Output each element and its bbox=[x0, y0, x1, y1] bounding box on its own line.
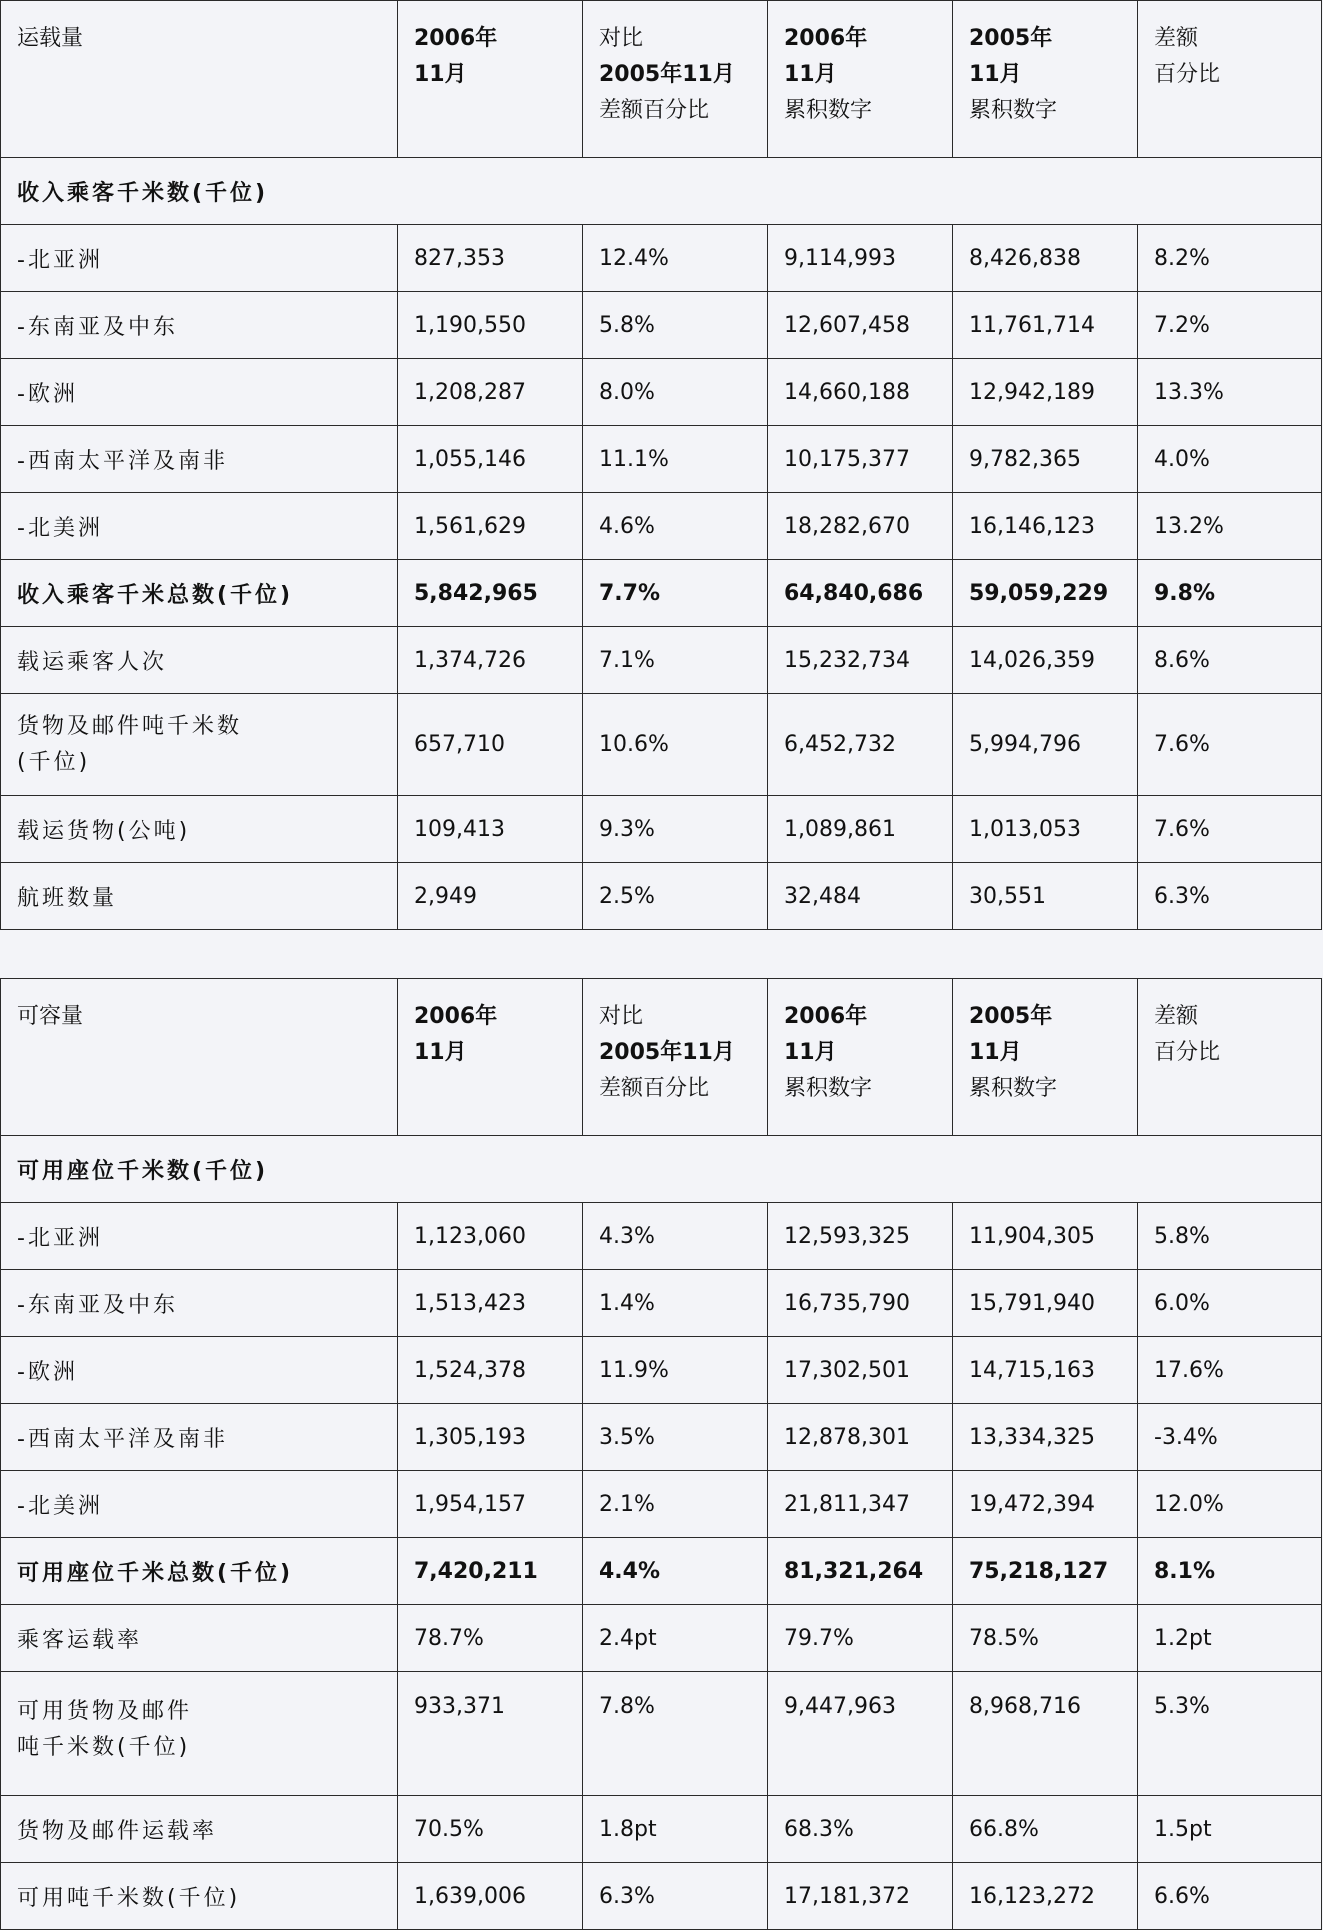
cell: 7.1% bbox=[583, 627, 768, 694]
cell: 1,524,378 bbox=[398, 1337, 583, 1404]
cell: 1,013,053 bbox=[953, 796, 1138, 863]
table-row bbox=[1, 292, 1322, 359]
row-label: 可用吨千米数(千位) bbox=[1, 1863, 398, 1930]
row-label: -西南太平洋及南非 bbox=[1, 426, 398, 493]
table-row bbox=[1, 1605, 1322, 1672]
cell: 16,146,123 bbox=[953, 493, 1138, 560]
total-row bbox=[1, 1538, 1322, 1605]
cell: 14,715,163 bbox=[953, 1337, 1138, 1404]
cell: 66.8% bbox=[953, 1796, 1138, 1863]
cell: 8.1% bbox=[1138, 1538, 1322, 1605]
row-label: 乘客运载率 bbox=[1, 1605, 398, 1672]
cell: 12.4% bbox=[583, 225, 768, 292]
cell: 9,114,993 bbox=[768, 225, 953, 292]
header-col-diff-percent: 差额 百分比 bbox=[1138, 1, 1322, 158]
header-col-2006-cumulative: 2006年 11月 累积数字 bbox=[768, 979, 953, 1136]
cell: 2.5% bbox=[583, 863, 768, 930]
cell: 12,607,458 bbox=[768, 292, 953, 359]
header-col-diff-percent: 差额 百分比 bbox=[1138, 979, 1322, 1136]
cell: 5.3% bbox=[1138, 1672, 1322, 1796]
header-col-2005-cumulative: 2005年 11月 累积数字 bbox=[953, 979, 1138, 1136]
cell: 79.7% bbox=[768, 1605, 953, 1672]
cell: 1,561,629 bbox=[398, 493, 583, 560]
section-title: 可用座位千米数(千位) bbox=[1, 1136, 1322, 1203]
cell: -3.4% bbox=[1138, 1404, 1322, 1471]
cell: 14,026,359 bbox=[953, 627, 1138, 694]
table-row bbox=[1, 796, 1322, 863]
cell: 8.0% bbox=[583, 359, 768, 426]
cell: 12,593,325 bbox=[768, 1203, 953, 1270]
table-header-row bbox=[1, 1, 1322, 158]
cell: 8,968,716 bbox=[953, 1672, 1138, 1796]
cell: 7.8% bbox=[583, 1672, 768, 1796]
row-label: 航班数量 bbox=[1, 863, 398, 930]
cell: 1,305,193 bbox=[398, 1404, 583, 1471]
cell: 6,452,732 bbox=[768, 694, 953, 796]
row-label: -北美洲 bbox=[1, 493, 398, 560]
cell: 17,302,501 bbox=[768, 1337, 953, 1404]
row-label: 可用座位千米总数(千位) bbox=[1, 1538, 398, 1605]
row-label: 货物及邮件运载率 bbox=[1, 1796, 398, 1863]
header-title: 运载量 bbox=[1, 1, 398, 158]
cell: 5,994,796 bbox=[953, 694, 1138, 796]
cell: 5.8% bbox=[583, 292, 768, 359]
cell: 30,551 bbox=[953, 863, 1138, 930]
cell: 5,842,965 bbox=[398, 560, 583, 627]
table-row bbox=[1, 359, 1322, 426]
table-row bbox=[1, 1203, 1322, 1270]
cell: 2,949 bbox=[398, 863, 583, 930]
table-row bbox=[1, 1863, 1322, 1930]
row-label: 载运乘客人次 bbox=[1, 627, 398, 694]
row-label: -东南亚及中东 bbox=[1, 292, 398, 359]
cell: 933,371 bbox=[398, 1672, 583, 1796]
table-row bbox=[1, 1471, 1322, 1538]
cell: 15,232,734 bbox=[768, 627, 953, 694]
cell: 4.4% bbox=[583, 1538, 768, 1605]
row-label: 货物及邮件吨千米数 (千位) bbox=[1, 694, 398, 796]
cell: 1,089,861 bbox=[768, 796, 953, 863]
cell: 7.6% bbox=[1138, 694, 1322, 796]
header-col-compare: 对比 2005年11月 差额百分比 bbox=[583, 1, 768, 158]
cell: 70.5% bbox=[398, 1796, 583, 1863]
cell: 75,218,127 bbox=[953, 1538, 1138, 1605]
cell: 1,123,060 bbox=[398, 1203, 583, 1270]
cell: 13.2% bbox=[1138, 493, 1322, 560]
cell: 12.0% bbox=[1138, 1471, 1322, 1538]
capacity-table bbox=[0, 978, 1322, 1930]
cell: 4.6% bbox=[583, 493, 768, 560]
cell: 1.4% bbox=[583, 1270, 768, 1337]
cell: 1.5pt bbox=[1138, 1796, 1322, 1863]
section-title: 收入乘客千米数(千位) bbox=[1, 158, 1322, 225]
table-header-row bbox=[1, 979, 1322, 1136]
cell: 1,190,550 bbox=[398, 292, 583, 359]
cell: 78.5% bbox=[953, 1605, 1138, 1672]
table-row bbox=[1, 863, 1322, 930]
table-row bbox=[1, 225, 1322, 292]
cell: 10.6% bbox=[583, 694, 768, 796]
cell: 6.6% bbox=[1138, 1863, 1322, 1930]
table-row bbox=[1, 493, 1322, 560]
row-label: -西南太平洋及南非 bbox=[1, 1404, 398, 1471]
table-row bbox=[1, 1404, 1322, 1471]
row-label: 可用货物及邮件 吨千米数(千位) bbox=[1, 1672, 398, 1796]
cell: 12,878,301 bbox=[768, 1404, 953, 1471]
row-label: -北美洲 bbox=[1, 1471, 398, 1538]
table-row bbox=[1, 1337, 1322, 1404]
section-row bbox=[1, 158, 1322, 225]
cell: 657,710 bbox=[398, 694, 583, 796]
cell: 14,660,188 bbox=[768, 359, 953, 426]
row-label: -北亚洲 bbox=[1, 225, 398, 292]
cell: 13,334,325 bbox=[953, 1404, 1138, 1471]
cell: 32,484 bbox=[768, 863, 953, 930]
table-row bbox=[1, 1796, 1322, 1863]
cell: 9.8% bbox=[1138, 560, 1322, 627]
cell: 6.0% bbox=[1138, 1270, 1322, 1337]
cell: 7.2% bbox=[1138, 292, 1322, 359]
total-row bbox=[1, 560, 1322, 627]
cell: 4.3% bbox=[583, 1203, 768, 1270]
table-row bbox=[1, 1270, 1322, 1337]
table-row bbox=[1, 627, 1322, 694]
row-label: 收入乘客千米总数(千位) bbox=[1, 560, 398, 627]
row-label: -欧洲 bbox=[1, 359, 398, 426]
traffic-table bbox=[0, 0, 1322, 930]
cell: 17,181,372 bbox=[768, 1863, 953, 1930]
cell: 6.3% bbox=[1138, 863, 1322, 930]
cell: 1,374,726 bbox=[398, 627, 583, 694]
cell: 16,735,790 bbox=[768, 1270, 953, 1337]
row-label: -东南亚及中东 bbox=[1, 1270, 398, 1337]
cell: 1,954,157 bbox=[398, 1471, 583, 1538]
row-label: -欧洲 bbox=[1, 1337, 398, 1404]
cell: 11,904,305 bbox=[953, 1203, 1138, 1270]
table-row bbox=[1, 426, 1322, 493]
cell: 13.3% bbox=[1138, 359, 1322, 426]
cell: 1,055,146 bbox=[398, 426, 583, 493]
cell: 3.5% bbox=[583, 1404, 768, 1471]
cell: 1.8pt bbox=[583, 1796, 768, 1863]
header-col-2006-nov: 2006年 11月 bbox=[398, 1, 583, 158]
cell: 7.7% bbox=[583, 560, 768, 627]
cell: 8.6% bbox=[1138, 627, 1322, 694]
cell: 2.1% bbox=[583, 1471, 768, 1538]
cell: 7.6% bbox=[1138, 796, 1322, 863]
cell: 11.1% bbox=[583, 426, 768, 493]
table-row bbox=[1, 1672, 1322, 1796]
header-col-2005-cumulative: 2005年 11月 累积数字 bbox=[953, 1, 1138, 158]
cell: 81,321,264 bbox=[768, 1538, 953, 1605]
cell: 7,420,211 bbox=[398, 1538, 583, 1605]
cell: 5.8% bbox=[1138, 1203, 1322, 1270]
cell: 19,472,394 bbox=[953, 1471, 1138, 1538]
cell: 18,282,670 bbox=[768, 493, 953, 560]
row-label: -北亚洲 bbox=[1, 1203, 398, 1270]
cell: 6.3% bbox=[583, 1863, 768, 1930]
header-col-2006-nov: 2006年 11月 bbox=[398, 979, 583, 1136]
cell: 68.3% bbox=[768, 1796, 953, 1863]
cell: 4.0% bbox=[1138, 426, 1322, 493]
header-col-compare: 对比 2005年11月 差额百分比 bbox=[583, 979, 768, 1136]
cell: 1,208,287 bbox=[398, 359, 583, 426]
cell: 17.6% bbox=[1138, 1337, 1322, 1404]
cell: 9.3% bbox=[583, 796, 768, 863]
cell: 78.7% bbox=[398, 1605, 583, 1672]
cell: 109,413 bbox=[398, 796, 583, 863]
header-col-2006-cumulative: 2006年 11月 累积数字 bbox=[768, 1, 953, 158]
cell: 11.9% bbox=[583, 1337, 768, 1404]
cell: 64,840,686 bbox=[768, 560, 953, 627]
header-title: 可容量 bbox=[1, 979, 398, 1136]
cell: 59,059,229 bbox=[953, 560, 1138, 627]
cell: 9,447,963 bbox=[768, 1672, 953, 1796]
cell: 11,761,714 bbox=[953, 292, 1138, 359]
cell: 16,123,272 bbox=[953, 1863, 1138, 1930]
cell: 12,942,189 bbox=[953, 359, 1138, 426]
cell: 15,791,940 bbox=[953, 1270, 1138, 1337]
cell: 1,639,006 bbox=[398, 1863, 583, 1930]
cell: 8,426,838 bbox=[953, 225, 1138, 292]
cell: 8.2% bbox=[1138, 225, 1322, 292]
cell: 2.4pt bbox=[583, 1605, 768, 1672]
section-row bbox=[1, 1136, 1322, 1203]
cell: 827,353 bbox=[398, 225, 583, 292]
cell: 21,811,347 bbox=[768, 1471, 953, 1538]
cell: 9,782,365 bbox=[953, 426, 1138, 493]
table-row bbox=[1, 694, 1322, 796]
row-label: 载运货物(公吨) bbox=[1, 796, 398, 863]
cell: 1.2pt bbox=[1138, 1605, 1322, 1672]
cell: 1,513,423 bbox=[398, 1270, 583, 1337]
cell: 10,175,377 bbox=[768, 426, 953, 493]
